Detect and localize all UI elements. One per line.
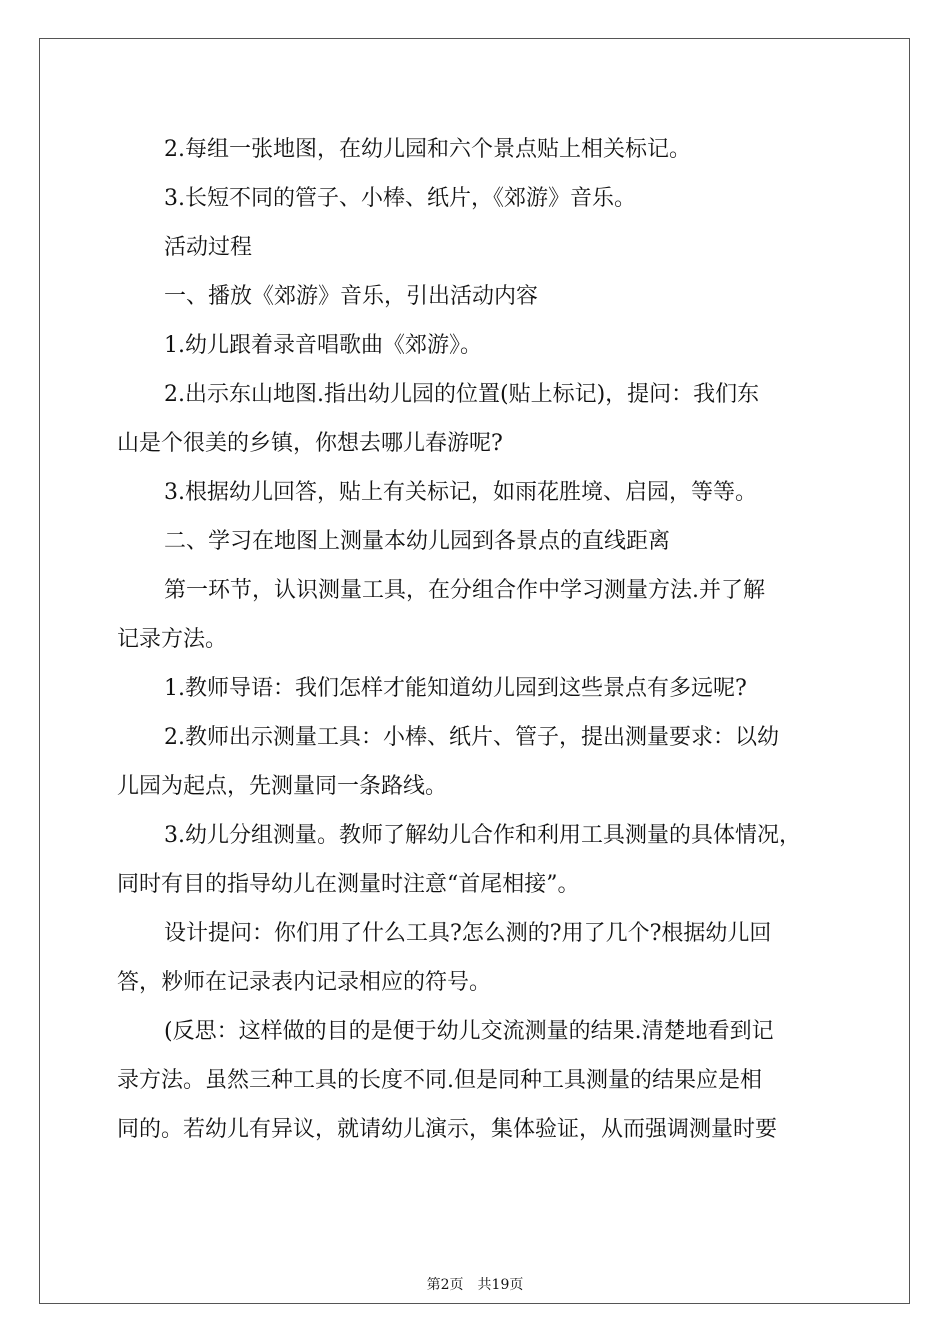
text-line: 设计提问：你们用了什么工具?怎么测的?用了几个?根据幼儿回 xyxy=(164,921,772,946)
text-line: 3.根据幼儿回答，贴上有关标记，如雨花胜境、启园，等等。 xyxy=(164,480,757,505)
text-line: 录方法。虽然三种工具的长度不同.但是同种工具测量的结果应是相 xyxy=(117,1068,762,1093)
section-heading: 一、播放《郊游》音乐，引出活动内容 xyxy=(164,284,539,309)
text-line: 记录方法。 xyxy=(117,627,228,652)
text-line: 1.教师导语：我们怎样才能知道幼儿园到这些景点有多远呢? xyxy=(164,676,747,701)
text-line: 2.教师出示测量工具：小棒、纸片、管子，提出测量要求：以幼 xyxy=(164,725,779,750)
page-number-footer: 第2页 共19页 xyxy=(426,1277,524,1293)
text-line: 1.幼儿跟着录音唱歌曲《郊游》。 xyxy=(164,333,482,358)
text-line: 2.出示东山地图.指出幼儿园的位置(贴上标记)，提问：我们东 xyxy=(164,382,760,407)
text-line: 3.幼儿分组测量。教师了解幼儿合作和利用工具测量的具体情况， xyxy=(164,823,801,848)
text-line: 第一环节，认识测量工具，在分组合作中学习测量方法.并了解 xyxy=(164,578,765,603)
text-line: 同时有目的指导幼儿在测量时注意“首尾相接”。 xyxy=(117,872,580,897)
document-body xyxy=(117,125,837,1154)
text-line: 同的。若幼儿有异议，就请幼儿演示，集体验证，从而强调测量时要 xyxy=(117,1117,778,1142)
text-line: (反思：这样做的目的是便于幼儿交流测量的结果.清楚地看到记 xyxy=(164,1019,774,1044)
text-line: 山是个很美的乡镇，你想去哪儿春游呢? xyxy=(117,431,503,456)
section-heading: 二、学习在地图上测量本幼儿园到各景点的直线距离 xyxy=(164,529,671,554)
text-line: 儿园为起点，先测量同一条路线。 xyxy=(117,774,448,799)
text-line: 2.每组一张地图，在幼儿园和六个景点贴上相关标记。 xyxy=(164,137,691,162)
section-heading: 活动过程 xyxy=(164,235,253,260)
text-line: 3.长短不同的管子、小棒、纸片，《郊游》音乐。 xyxy=(164,186,636,211)
text-line: 答，粆师在记录表内记录相应的符号。 xyxy=(117,970,492,995)
